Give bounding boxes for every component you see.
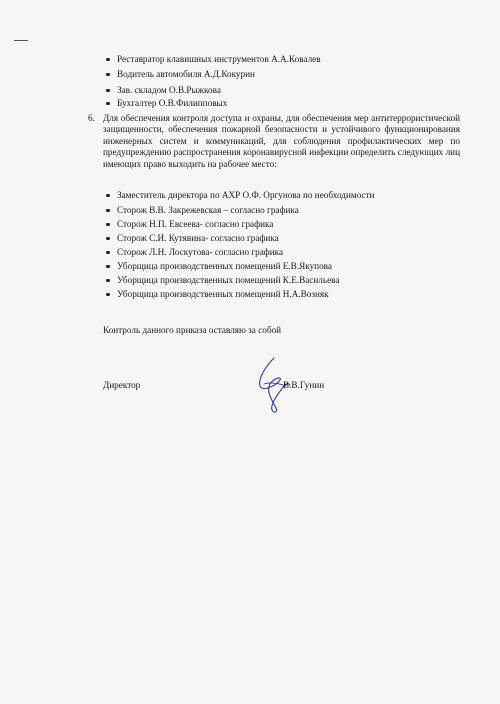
signer-role: Директор: [103, 380, 141, 390]
list-item: Реставратор клавишных инструментов А.А.Ковалев: [117, 54, 321, 64]
list-item: Сторож Н.П. Евсеева- согласно графика: [117, 219, 274, 229]
list-item: Зав. складом О.В.Рыжкова: [117, 85, 221, 95]
list-item: Водитель автомобиля А.Д.Кокурин: [117, 69, 255, 79]
item-6-paragraph: [88, 113, 460, 170]
list-item: Сторож С.И. Кутявина- согласно графика: [117, 233, 279, 243]
scan-mark: [14, 40, 28, 41]
list-item: Уборщица производственных помещений К.Е.Васильева: [117, 275, 340, 285]
list-item: Уборщица производственных помещений Е.В.Якупова: [117, 261, 332, 271]
control-statement: Контроль данного приказа оставляю за собой: [103, 325, 282, 335]
list-item: Уборщица производственных помещений Н.А.Возняк: [117, 289, 329, 299]
list-item: Сторож Л.Н. Лоскутова- согласно графика: [117, 247, 284, 257]
item-number: 6.: [88, 113, 95, 123]
list-item: Заместитель директора по АХР О.Ф. Оргунова по необходимости: [117, 190, 375, 200]
item-6-text: Для обеспечения контроля доступа и охраны, для обеспечения мер антитеррористической защищенности, обеспечения пожарной безопасности и устойчивого функционирования инженерных систем и коммуникаций, для соблюдения профилактических мер по предупреждению распространения коронавирусной инфекции определить следующих лиц имеющих право выходить на рабочее место:: [103, 113, 460, 169]
list-item: Бухгалтер О.В.Филипповых: [117, 98, 228, 108]
list-item: Сторож В.В. Закрежевская – согласно графика: [117, 205, 299, 215]
signer-name: В.В.Гунин: [283, 380, 325, 390]
